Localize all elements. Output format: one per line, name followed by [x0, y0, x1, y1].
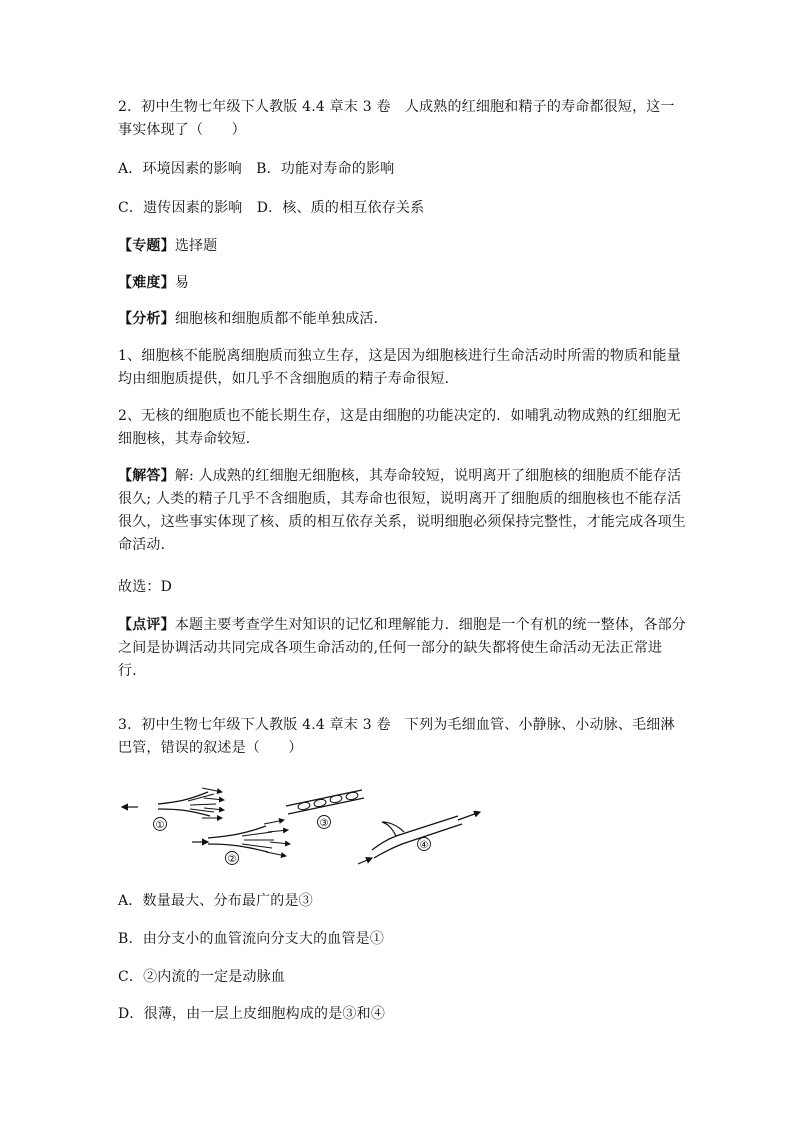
- analysis-line: [118, 308, 688, 331]
- difficulty-tag: 【难度】: [118, 275, 175, 291]
- answer-block: [118, 465, 688, 557]
- comment-block: [118, 614, 688, 683]
- vessel-3-capillary: [286, 790, 364, 829]
- blood-vessel-diagram: [118, 782, 488, 870]
- question-2-options-ab: A．环境因素的影响 B．功能对寿命的影响: [118, 161, 395, 177]
- analysis-point-2: 2、无核的细胞质也不能长期生存，这是由细胞的功能决定的．如哺乳动物成熟的红细胞无细胞核，其寿命较短．: [118, 408, 681, 447]
- answer-tag: 【解答】: [118, 468, 175, 484]
- label-2: ②: [227, 854, 237, 865]
- comment-text: 本题主要考查学生对知识的记忆和理解能力．细胞是一个有机的统一整体，各部分之间是协调活动共同完成各项生命活动的,任何一部分的缺失都将使生命活动无法正常进行．: [118, 617, 687, 679]
- difficulty-line: [118, 272, 688, 295]
- question-3-option-c: C．②内流的一定是动脉血: [118, 969, 286, 985]
- question-2-stem: 2．初中生物七年级下人教版 4.4 章末 3 卷 人成熟的红细胞和精子的寿命都很短，这一事实体现了（ ）: [118, 99, 675, 138]
- question-3-option-a: A．数量最大、分布最广的是③: [118, 893, 313, 909]
- analysis-point-1: 1、细胞核不能脱离细胞质而独立生存，这是因为细胞核进行生命活动时所需的物质和能量均由细胞质提供，如几乎不含细胞质的精子寿命很短．: [118, 348, 681, 387]
- vessel-1-small-vein: [122, 788, 224, 831]
- answer-choice: 故选：D: [118, 579, 173, 595]
- topic-line: [118, 235, 688, 258]
- topic-tag: 【专题】: [118, 238, 175, 254]
- label-1: ①: [155, 820, 165, 831]
- vessel-4-lymph-capillary: [358, 812, 480, 864]
- analysis-text: 细胞核和细胞质都不能单独成活．: [174, 311, 388, 327]
- comment-tag: 【点评】: [118, 617, 175, 633]
- blood-vessel-figure: [118, 782, 488, 870]
- difficulty-value: 易: [174, 275, 190, 291]
- answer-text: 解: 人成熟的红细胞无细胞核，其寿命较短，说明离开了细胞核的细胞质不能存活很久; 人类的精子几乎不含细胞质，其寿命也很短，说明离开了细胞质的细胞核也不能存活很久，这些事实体现了核、质的相互依存关系，说明细胞必须保持完整性，才能完成各项生命活动．: [118, 468, 686, 553]
- question-3-option-d: D．很薄，由一层上皮细胞构成的是③和④: [118, 1006, 386, 1022]
- label-4: ④: [419, 840, 429, 851]
- question-3-option-b: B．由分支小的血管流向分支大的血管是①: [118, 931, 385, 947]
- label-3: ③: [319, 818, 329, 829]
- question-3-stem: 3．初中生物七年级下人教版 4.4 章末 3 卷 下列为毛细血管、小静脉、小动脉、毛细淋巴管，错误的叙述是（ ）: [118, 717, 675, 756]
- analysis-tag: 【分析】: [118, 311, 175, 327]
- topic-value: 选择题: [174, 238, 218, 254]
- vessel-2-small-artery: [192, 820, 290, 865]
- question-2-options-cd: C．遗传因素的影响 D．核、质的相互依存关系: [118, 200, 425, 216]
